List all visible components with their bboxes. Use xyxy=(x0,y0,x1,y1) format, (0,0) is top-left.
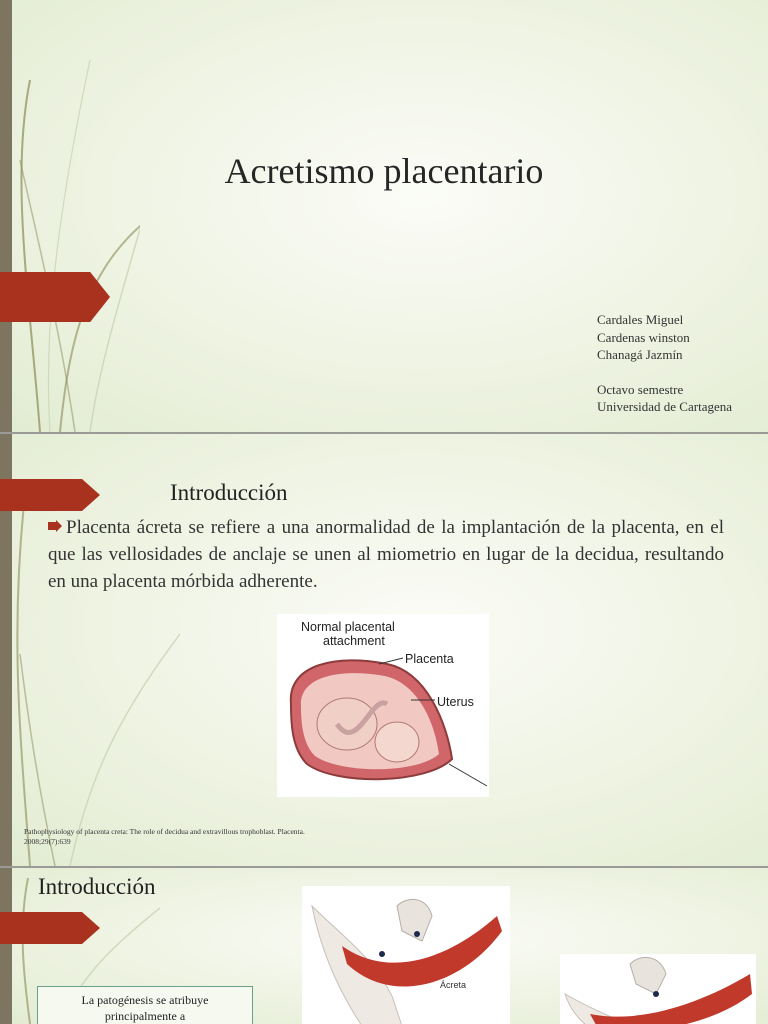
grass-decoration xyxy=(0,0,140,432)
bullet-text: Placenta ácreta se refiere a una anormalidad de la implantación de la placenta, en el que las vellosidades de anclaje se unen al miometrio en lugar de la decidua, resultando en una placenta mórbida adherente. xyxy=(48,517,724,592)
note-box xyxy=(37,986,253,1024)
placenta-acreta-image xyxy=(302,886,510,1024)
intro-slide-2 xyxy=(0,868,768,1024)
section-heading: Introducción xyxy=(170,480,288,505)
placenta-secondary-image xyxy=(560,954,756,1024)
citation-line: Pathophysiology of placenta creta: The role of decidua and extravillous trophoblast. Placenta. xyxy=(24,827,305,836)
intro-slide xyxy=(0,434,768,866)
image-label: Ácreta xyxy=(440,980,467,990)
citation xyxy=(24,827,404,847)
note-line: La patogénesis se atribuye xyxy=(81,993,209,1007)
diagram-label-placenta: Placenta xyxy=(405,652,454,666)
diagram-title: Normal placental attachment xyxy=(301,620,395,648)
uterus-illustration xyxy=(277,614,489,797)
author-name: Chanagá Jazmín xyxy=(597,347,683,362)
university-text: Universidad de Cartagena xyxy=(597,399,733,414)
section-heading: Introducción xyxy=(38,874,156,899)
slide-title: Acretismo placentario xyxy=(224,151,544,191)
bullet-paragraph xyxy=(48,514,724,595)
accent-tab xyxy=(0,912,100,944)
arrow-bullet-icon xyxy=(48,520,62,532)
author-name: Cardenas winston xyxy=(597,329,690,345)
acreta-illustration xyxy=(302,886,510,1024)
diagram-label-uterus: Uterus xyxy=(437,695,474,709)
title-slide xyxy=(0,0,768,432)
accent-tab xyxy=(0,479,100,511)
author-name: Cardales Miguel xyxy=(597,312,684,327)
citation-line: 2008;29(7):639 xyxy=(24,837,71,846)
uterus-secondary-illustration xyxy=(560,954,756,1024)
left-strip xyxy=(0,0,12,432)
placenta-diagram xyxy=(277,614,489,797)
accent-tab xyxy=(0,272,110,322)
left-strip xyxy=(0,868,12,1024)
note-line: principalmente a xyxy=(104,1009,186,1023)
semester-text: Octavo semestre xyxy=(597,381,684,397)
author-block xyxy=(597,311,732,416)
